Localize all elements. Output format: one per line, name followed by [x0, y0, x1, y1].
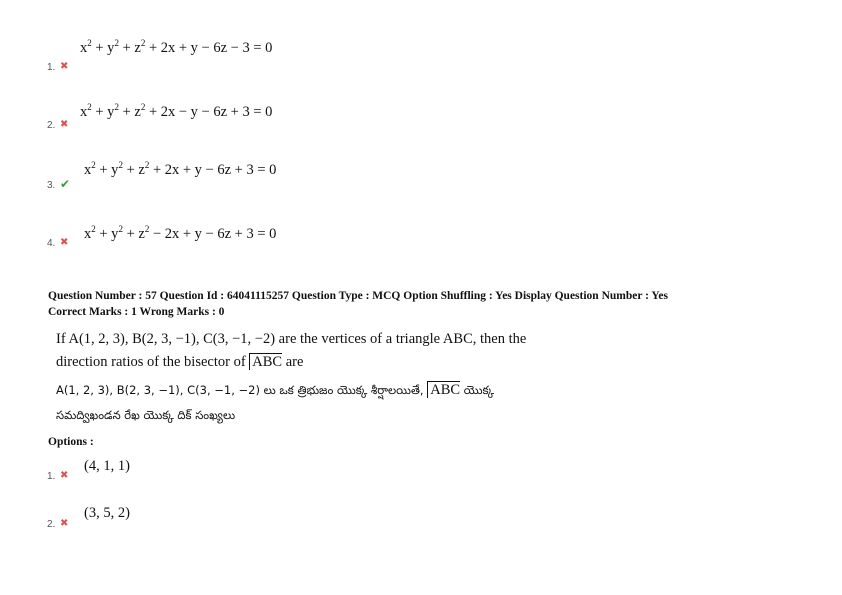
question-text-en-line1: If A(1, 2, 3), B(2, 3, −1), C(3, −1, −2) are the vertices of a triangle ABC, then the	[56, 331, 527, 347]
wrong-mark-icon: ✖	[60, 470, 69, 481]
wrong-mark-icon: ✖	[60, 61, 69, 72]
angle-symbol: ABC	[427, 381, 460, 398]
option-number: 2.	[47, 120, 56, 131]
option-number: 4.	[47, 238, 56, 249]
question-text-te-line2: సమద్విఖండన రేఖ యొక్క దిక్ సంఖ్యలు	[56, 408, 236, 422]
option-equation: $x^2 + y^2 + z^2 + 2x + y - 6z + 3 = 0$	[84, 160, 277, 178]
wrong-mark-icon: ✖	[60, 237, 69, 248]
option-equation: $x^2 + y^2 + z^2 - 2x + y - 6z + 3 = 0$	[84, 224, 277, 242]
question-text-te-line1: A(1, 2, 3), B(2, 3, −1), C(3, −1, −2) లు ఒక త్రిభుజం యొక్క శీర్షాలయితే, ABC యొక్క	[56, 382, 495, 398]
wrong-mark-icon: ✖	[60, 518, 69, 529]
option-number: 2.	[47, 519, 56, 530]
options-label: Options :	[48, 436, 94, 448]
question-text-en-line2: direction ratios of the bisector of ABC are	[56, 354, 304, 370]
wrong-mark-icon: ✖	[60, 119, 69, 130]
marks-line: Correct Marks : 1 Wrong Marks : 0	[48, 306, 225, 318]
question-meta-line: Question Number : 57 Question Id : 64041115257 Question Type : MCQ Option Shuffling : Yes Display Question Number : Yes	[48, 290, 669, 302]
option-value: (3, 5, 2)	[84, 505, 130, 521]
option-number: 1.	[47, 62, 56, 73]
option-value: (4, 1, 1)	[84, 458, 130, 474]
option-equation: $x^2 + y^2 + z^2 + 2x - y - 6z + 3 = 0$	[80, 102, 273, 120]
angle-symbol: ABC	[249, 353, 282, 370]
option-number: 1.	[47, 471, 56, 482]
option-number: 3.	[47, 180, 56, 191]
option-equation: $x^2 + y^2 + z^2 + 2x + y - 6z - 3 = 0$	[80, 38, 273, 56]
check-mark-icon: ✔	[60, 177, 71, 191]
